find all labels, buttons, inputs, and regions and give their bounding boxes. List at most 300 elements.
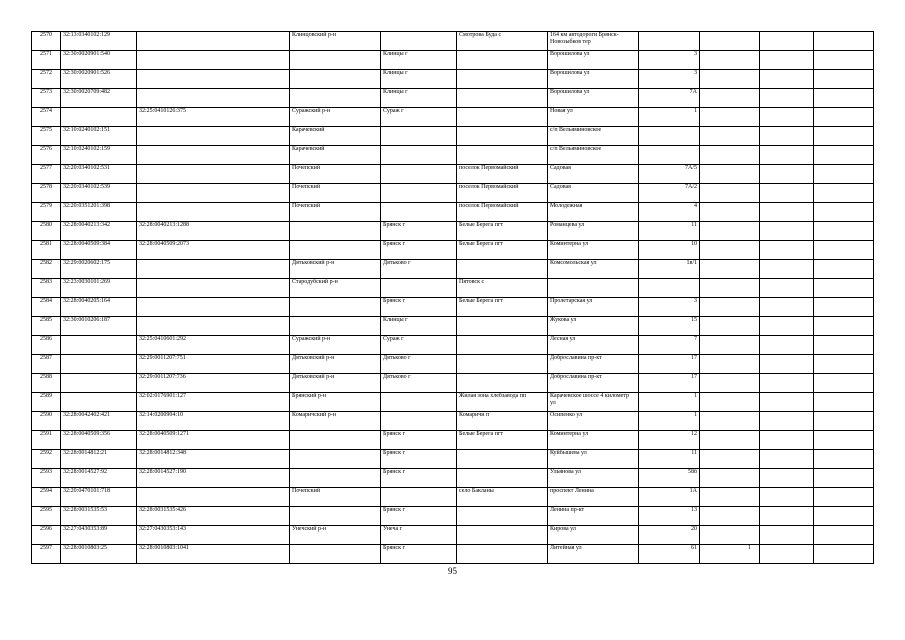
- parent-cadastral-number-cell: [137, 89, 290, 108]
- extra-cell: [700, 127, 760, 146]
- house-number-cell: 11: [639, 222, 700, 241]
- row-number-cell: 2583: [32, 279, 61, 298]
- cadastral-number-cell: 32:20:0470101:718: [61, 488, 137, 507]
- empty-cell: [814, 374, 874, 393]
- parent-cadastral-number-cell: [137, 32, 290, 51]
- district-cell: [290, 545, 381, 564]
- table-row: [32, 355, 874, 374]
- cadastral-number-cell: 32:23:0030101:269: [61, 279, 137, 298]
- cadastral-number-cell: 32:28:0014812:21: [61, 450, 137, 469]
- city-cell: [381, 203, 457, 222]
- street-cell: Садовая: [548, 165, 639, 184]
- parent-cadastral-number-cell: [137, 203, 290, 222]
- row-number-cell: 2586: [32, 336, 61, 355]
- house-number-cell: 1: [639, 412, 700, 431]
- house-number-cell: 7А/5: [639, 165, 700, 184]
- street-cell: Лесная ул: [548, 336, 639, 355]
- empty-cell: [814, 108, 874, 127]
- street-cell: Ворошилова ул: [548, 89, 639, 108]
- empty-cell: [760, 127, 814, 146]
- table-row: [32, 32, 874, 51]
- city-cell: Брянск г: [381, 469, 457, 488]
- extra-cell: [700, 279, 760, 298]
- settlement-cell: [457, 127, 548, 146]
- row-number-cell: 2578: [32, 184, 61, 203]
- house-number-cell: [639, 127, 700, 146]
- street-cell: Доброславина пр-кт: [548, 374, 639, 393]
- district-cell: Брянский р-н: [290, 393, 381, 412]
- cadastral-number-cell: 32:28:0031535:53: [61, 507, 137, 526]
- street-cell: Ленина пр-кт: [548, 507, 639, 526]
- table-row: [32, 241, 874, 260]
- page-number: 95: [448, 566, 457, 576]
- street-cell: Жукова ул: [548, 317, 639, 336]
- house-number-cell: 3: [639, 51, 700, 70]
- district-cell: [290, 317, 381, 336]
- extra-cell: [700, 165, 760, 184]
- table-row: [32, 89, 874, 108]
- parent-cadastral-number-cell: 32:28:0040509:2073: [137, 241, 290, 260]
- street-cell: с/п Вельяминовское: [548, 146, 639, 165]
- district-cell: [290, 450, 381, 469]
- row-number-cell: 2592: [32, 450, 61, 469]
- empty-cell: [760, 469, 814, 488]
- parent-cadastral-number-cell: 32:14:0200904:10: [137, 412, 290, 431]
- settlement-cell: [457, 374, 548, 393]
- city-cell: Клинцы г: [381, 89, 457, 108]
- house-number-cell: 61: [639, 545, 700, 564]
- house-number-cell: 1: [639, 108, 700, 127]
- row-number-cell: 2577: [32, 165, 61, 184]
- city-cell: Клинцы г: [381, 317, 457, 336]
- settlement-cell: [457, 507, 548, 526]
- street-cell: Комсомольская ул: [548, 260, 639, 279]
- house-number-cell: 17: [639, 355, 700, 374]
- cadastral-number-cell: 32:10:0240102:159: [61, 146, 137, 165]
- cadastral-number-cell: 32:10:0240102:151: [61, 127, 137, 146]
- empty-cell: [814, 412, 874, 431]
- city-cell: Дятьково г: [381, 260, 457, 279]
- cadastral-number-cell: 32:29:0020602:175: [61, 260, 137, 279]
- row-number-cell: 2590: [32, 412, 61, 431]
- cadastral-number-cell: 32:30:0010206:187: [61, 317, 137, 336]
- table-row: [32, 165, 874, 184]
- district-cell: [290, 431, 381, 450]
- table-row: [32, 184, 874, 203]
- table-row: [32, 70, 874, 89]
- table-row: [32, 431, 874, 450]
- house-number-cell: 1А: [639, 488, 700, 507]
- extra-cell: [700, 355, 760, 374]
- settlement-cell: [457, 450, 548, 469]
- table-row: [32, 469, 874, 488]
- table-row: [32, 450, 874, 469]
- empty-cell: [760, 165, 814, 184]
- extra-cell: [700, 184, 760, 203]
- district-cell: Клинцовский р-н: [290, 32, 381, 51]
- settlement-cell: село Бакланы: [457, 488, 548, 507]
- parent-cadastral-number-cell: 32:29:0011207:736: [137, 374, 290, 393]
- empty-cell: [760, 336, 814, 355]
- row-number-cell: 2576: [32, 146, 61, 165]
- parent-cadastral-number-cell: [137, 165, 290, 184]
- parent-cadastral-number-cell: 32:28:0014812:348: [137, 450, 290, 469]
- district-cell: Дятьковский р-н: [290, 355, 381, 374]
- settlement-cell: Белые Берега пгт: [457, 241, 548, 260]
- cadastral-number-cell: [61, 336, 137, 355]
- extra-cell: 1: [700, 545, 760, 564]
- cadastral-number-cell: [61, 393, 137, 412]
- settlement-cell: Комаричи п: [457, 412, 548, 431]
- extra-cell: [700, 51, 760, 70]
- district-cell: Дятьковский р-н: [290, 374, 381, 393]
- house-number-cell: [639, 279, 700, 298]
- house-number-cell: 4: [639, 203, 700, 222]
- empty-cell: [814, 260, 874, 279]
- extra-cell: [700, 393, 760, 412]
- extra-cell: [700, 336, 760, 355]
- street-cell: Романцева ул: [548, 222, 639, 241]
- empty-cell: [814, 241, 874, 260]
- house-number-cell: 7: [639, 336, 700, 355]
- city-cell: [381, 393, 457, 412]
- city-cell: [381, 165, 457, 184]
- extra-cell: [700, 222, 760, 241]
- empty-cell: [760, 146, 814, 165]
- empty-cell: [814, 184, 874, 203]
- district-cell: [290, 298, 381, 317]
- empty-cell: [814, 146, 874, 165]
- settlement-cell: [457, 469, 548, 488]
- city-cell: Клинцы г: [381, 51, 457, 70]
- district-cell: Суражский р-н: [290, 108, 381, 127]
- settlement-cell: Белые Берега пгт: [457, 222, 548, 241]
- extra-cell: [700, 108, 760, 127]
- empty-cell: [814, 222, 874, 241]
- empty-cell: [760, 89, 814, 108]
- city-cell: [381, 146, 457, 165]
- city-cell: Брянск г: [381, 241, 457, 260]
- table-row: [32, 412, 874, 431]
- street-cell: Куйбышева ул: [548, 450, 639, 469]
- settlement-cell: Белые Берега пгт: [457, 431, 548, 450]
- empty-cell: [760, 393, 814, 412]
- empty-cell: [814, 51, 874, 70]
- table-row: [32, 526, 874, 545]
- cadastral-number-cell: 32:28:0040205:164: [61, 298, 137, 317]
- district-cell: [290, 51, 381, 70]
- extra-cell: [700, 260, 760, 279]
- row-number-cell: 2572: [32, 70, 61, 89]
- house-number-cell: 10: [639, 241, 700, 260]
- row-number-cell: 2595: [32, 507, 61, 526]
- district-cell: [290, 241, 381, 260]
- row-number-cell: 2581: [32, 241, 61, 260]
- parent-cadastral-number-cell: 32:28:0010803:1041: [137, 545, 290, 564]
- extra-cell: [700, 488, 760, 507]
- table-row: [32, 127, 874, 146]
- empty-cell: [760, 51, 814, 70]
- cadastral-number-cell: 32:20:0340102:539: [61, 184, 137, 203]
- settlement-cell: поселок Первомайский: [457, 203, 548, 222]
- table-row: [32, 222, 874, 241]
- cadastral-number-cell: 32:27:0430353:89: [61, 526, 137, 545]
- city-cell: [381, 279, 457, 298]
- district-cell: Унечский р-н: [290, 526, 381, 545]
- settlement-cell: поселок Первомайский: [457, 165, 548, 184]
- row-number-cell: 2594: [32, 488, 61, 507]
- empty-cell: [760, 108, 814, 127]
- parent-cadastral-number-cell: 32:28:0040509:1271: [137, 431, 290, 450]
- street-cell: Карачевское шоссе 4 километр ул: [548, 393, 639, 412]
- empty-cell: [814, 298, 874, 317]
- street-cell: Садовая: [548, 184, 639, 203]
- city-cell: Брянск г: [381, 507, 457, 526]
- extra-cell: [700, 412, 760, 431]
- settlement-cell: [457, 336, 548, 355]
- row-number-cell: 2573: [32, 89, 61, 108]
- street-cell: Коминтерна ул: [548, 241, 639, 260]
- city-cell: Брянск г: [381, 450, 457, 469]
- row-number-cell: 2570: [32, 32, 61, 51]
- district-cell: Карачевский: [290, 146, 381, 165]
- row-number-cell: 2593: [32, 469, 61, 488]
- district-cell: [290, 507, 381, 526]
- house-number-cell: 7А: [639, 89, 700, 108]
- extra-cell: [700, 89, 760, 108]
- empty-cell: [814, 70, 874, 89]
- row-number-cell: 2579: [32, 203, 61, 222]
- settlement-cell: [457, 108, 548, 127]
- street-cell: Новая ул: [548, 108, 639, 127]
- city-cell: Брянск г: [381, 545, 457, 564]
- table-row: [32, 108, 874, 127]
- house-number-cell: 15: [639, 317, 700, 336]
- table-row: [32, 507, 874, 526]
- table-row: [32, 51, 874, 70]
- settlement-cell: [457, 545, 548, 564]
- empty-cell: [760, 298, 814, 317]
- empty-cell: [814, 469, 874, 488]
- street-cell: Литейная ул: [548, 545, 639, 564]
- extra-cell: [700, 241, 760, 260]
- street-cell: 164 км автодороги Брянск-Новозыбков тер: [548, 32, 639, 51]
- row-number-cell: 2596: [32, 526, 61, 545]
- table-row: [32, 374, 874, 393]
- street-cell: Ворошилова ул: [548, 51, 639, 70]
- empty-cell: [760, 412, 814, 431]
- parent-cadastral-number-cell: 32:28:0040213:1288: [137, 222, 290, 241]
- cadastral-number-cell: 32:28:0010803:25: [61, 545, 137, 564]
- table-row: [32, 203, 874, 222]
- settlement-cell: [457, 317, 548, 336]
- row-number-cell: 2580: [32, 222, 61, 241]
- district-cell: Комаричский р-н: [290, 412, 381, 431]
- cadastral-number-cell: 32:30:0020901:540: [61, 51, 137, 70]
- extra-cell: [700, 469, 760, 488]
- parent-cadastral-number-cell: 32:27:0430353:143: [137, 526, 290, 545]
- settlement-cell: [457, 146, 548, 165]
- cadastral-number-cell: 32:30:0020901:526: [61, 70, 137, 89]
- row-number-cell: 2597: [32, 545, 61, 564]
- settlement-cell: [457, 51, 548, 70]
- empty-cell: [814, 431, 874, 450]
- table-row: [32, 298, 874, 317]
- street-cell: Молодежная: [548, 203, 639, 222]
- settlement-cell: поселок Первомайский: [457, 184, 548, 203]
- empty-cell: [814, 203, 874, 222]
- city-cell: [381, 412, 457, 431]
- row-number-cell: 2575: [32, 127, 61, 146]
- parent-cadastral-number-cell: [137, 70, 290, 89]
- cadastral-number-cell: [61, 355, 137, 374]
- empty-cell: [760, 70, 814, 89]
- cadastral-number-cell: 32:28:0040509:384: [61, 241, 137, 260]
- row-number-cell: 2571: [32, 51, 61, 70]
- empty-cell: [814, 393, 874, 412]
- empty-cell: [814, 279, 874, 298]
- parent-cadastral-number-cell: 32:25:0410601:292: [137, 336, 290, 355]
- city-cell: Брянск г: [381, 431, 457, 450]
- city-cell: Сураж г: [381, 108, 457, 127]
- cadastral-number-cell: [61, 374, 137, 393]
- city-cell: Клинцы г: [381, 70, 457, 89]
- row-number-cell: 2587: [32, 355, 61, 374]
- street-cell: с/п Вельяминовское: [548, 127, 639, 146]
- empty-cell: [760, 222, 814, 241]
- empty-cell: [760, 241, 814, 260]
- settlement-cell: [457, 260, 548, 279]
- empty-cell: [760, 317, 814, 336]
- district-cell: [290, 469, 381, 488]
- parent-cadastral-number-cell: 32:28:0014527:190: [137, 469, 290, 488]
- table-row: [32, 279, 874, 298]
- city-cell: Брянск г: [381, 222, 457, 241]
- district-cell: Дятьковский р-н: [290, 260, 381, 279]
- empty-cell: [760, 279, 814, 298]
- cadastral-number-cell: 32:13:0340102:129: [61, 32, 137, 51]
- extra-cell: [700, 526, 760, 545]
- parent-cadastral-number-cell: 32:25:0410126:375: [137, 108, 290, 127]
- street-cell: Доброславина пр-кт: [548, 355, 639, 374]
- parent-cadastral-number-cell: [137, 488, 290, 507]
- extra-cell: [700, 317, 760, 336]
- empty-cell: [760, 507, 814, 526]
- house-number-cell: [639, 32, 700, 51]
- empty-cell: [814, 317, 874, 336]
- house-number-cell: 13: [639, 507, 700, 526]
- city-cell: Дятьково г: [381, 355, 457, 374]
- extra-cell: [700, 450, 760, 469]
- house-number-cell: [639, 146, 700, 165]
- empty-cell: [760, 260, 814, 279]
- district-cell: [290, 89, 381, 108]
- city-cell: Дятьково г: [381, 374, 457, 393]
- parent-cadastral-number-cell: [137, 260, 290, 279]
- city-cell: Брянск г: [381, 298, 457, 317]
- empty-cell: [760, 450, 814, 469]
- district-cell: Суражский р-н: [290, 336, 381, 355]
- parent-cadastral-number-cell: [137, 51, 290, 70]
- settlement-cell: Жилая зона хлебзавода пп: [457, 393, 548, 412]
- table-row: [32, 146, 874, 165]
- cadastral-number-cell: 32:28:0014527:92: [61, 469, 137, 488]
- settlement-cell: [457, 355, 548, 374]
- city-cell: [381, 184, 457, 203]
- settlement-cell: [457, 89, 548, 108]
- empty-cell: [760, 374, 814, 393]
- street-cell: Ульянова ул: [548, 469, 639, 488]
- city-cell: [381, 488, 457, 507]
- extra-cell: [700, 507, 760, 526]
- street-cell: Пролетарская ул: [548, 298, 639, 317]
- row-number-cell: 2591: [32, 431, 61, 450]
- extra-cell: [700, 431, 760, 450]
- parent-cadastral-number-cell: [137, 127, 290, 146]
- parent-cadastral-number-cell: [137, 184, 290, 203]
- district-cell: Почепский: [290, 184, 381, 203]
- settlement-cell: Смотрова Буда с: [457, 32, 548, 51]
- settlement-cell: [457, 526, 548, 545]
- empty-cell: [814, 32, 874, 51]
- house-number-cell: 1: [639, 393, 700, 412]
- settlement-cell: [457, 70, 548, 89]
- cadastral-number-cell: 32:20:0340102:531: [61, 165, 137, 184]
- parent-cadastral-number-cell: 32:28:0031535:426: [137, 507, 290, 526]
- district-cell: Стародубский р-н: [290, 279, 381, 298]
- row-number-cell: 2574: [32, 108, 61, 127]
- extra-cell: [700, 70, 760, 89]
- city-cell: Унеча г: [381, 526, 457, 545]
- empty-cell: [814, 165, 874, 184]
- parent-cadastral-number-cell: [137, 279, 290, 298]
- empty-cell: [814, 507, 874, 526]
- house-number-cell: 20: [639, 526, 700, 545]
- parent-cadastral-number-cell: 32:29:0011207:751: [137, 355, 290, 374]
- parent-cadastral-number-cell: [137, 146, 290, 165]
- empty-cell: [760, 184, 814, 203]
- empty-cell: [814, 336, 874, 355]
- house-number-cell: 3: [639, 70, 700, 89]
- house-number-cell: 12: [639, 431, 700, 450]
- house-number-cell: 17: [639, 374, 700, 393]
- parent-cadastral-number-cell: [137, 298, 290, 317]
- district-cell: Почепский: [290, 165, 381, 184]
- table-row: [32, 260, 874, 279]
- row-number-cell: 2588: [32, 374, 61, 393]
- city-cell: Сураж г: [381, 336, 457, 355]
- cadastral-number-cell: 32:28:0042402:421: [61, 412, 137, 431]
- cadastral-number-cell: 32:30:0020709:482: [61, 89, 137, 108]
- street-cell: [548, 279, 639, 298]
- extra-cell: [700, 374, 760, 393]
- empty-cell: [814, 450, 874, 469]
- empty-cell: [814, 127, 874, 146]
- empty-cell: [760, 526, 814, 545]
- settlement-cell: Белые Берега пгт: [457, 298, 548, 317]
- row-number-cell: 2585: [32, 317, 61, 336]
- district-cell: [290, 70, 381, 89]
- street-cell: Кирова ул: [548, 526, 639, 545]
- extra-cell: [700, 203, 760, 222]
- settlement-cell: Пятовск с: [457, 279, 548, 298]
- city-cell: [381, 127, 457, 146]
- house-number-cell: 1в/1: [639, 260, 700, 279]
- cadastral-number-cell: 32:28:0040213:342: [61, 222, 137, 241]
- house-number-cell: 11: [639, 450, 700, 469]
- street-cell: проспект Ленина: [548, 488, 639, 507]
- table-row: [32, 545, 874, 564]
